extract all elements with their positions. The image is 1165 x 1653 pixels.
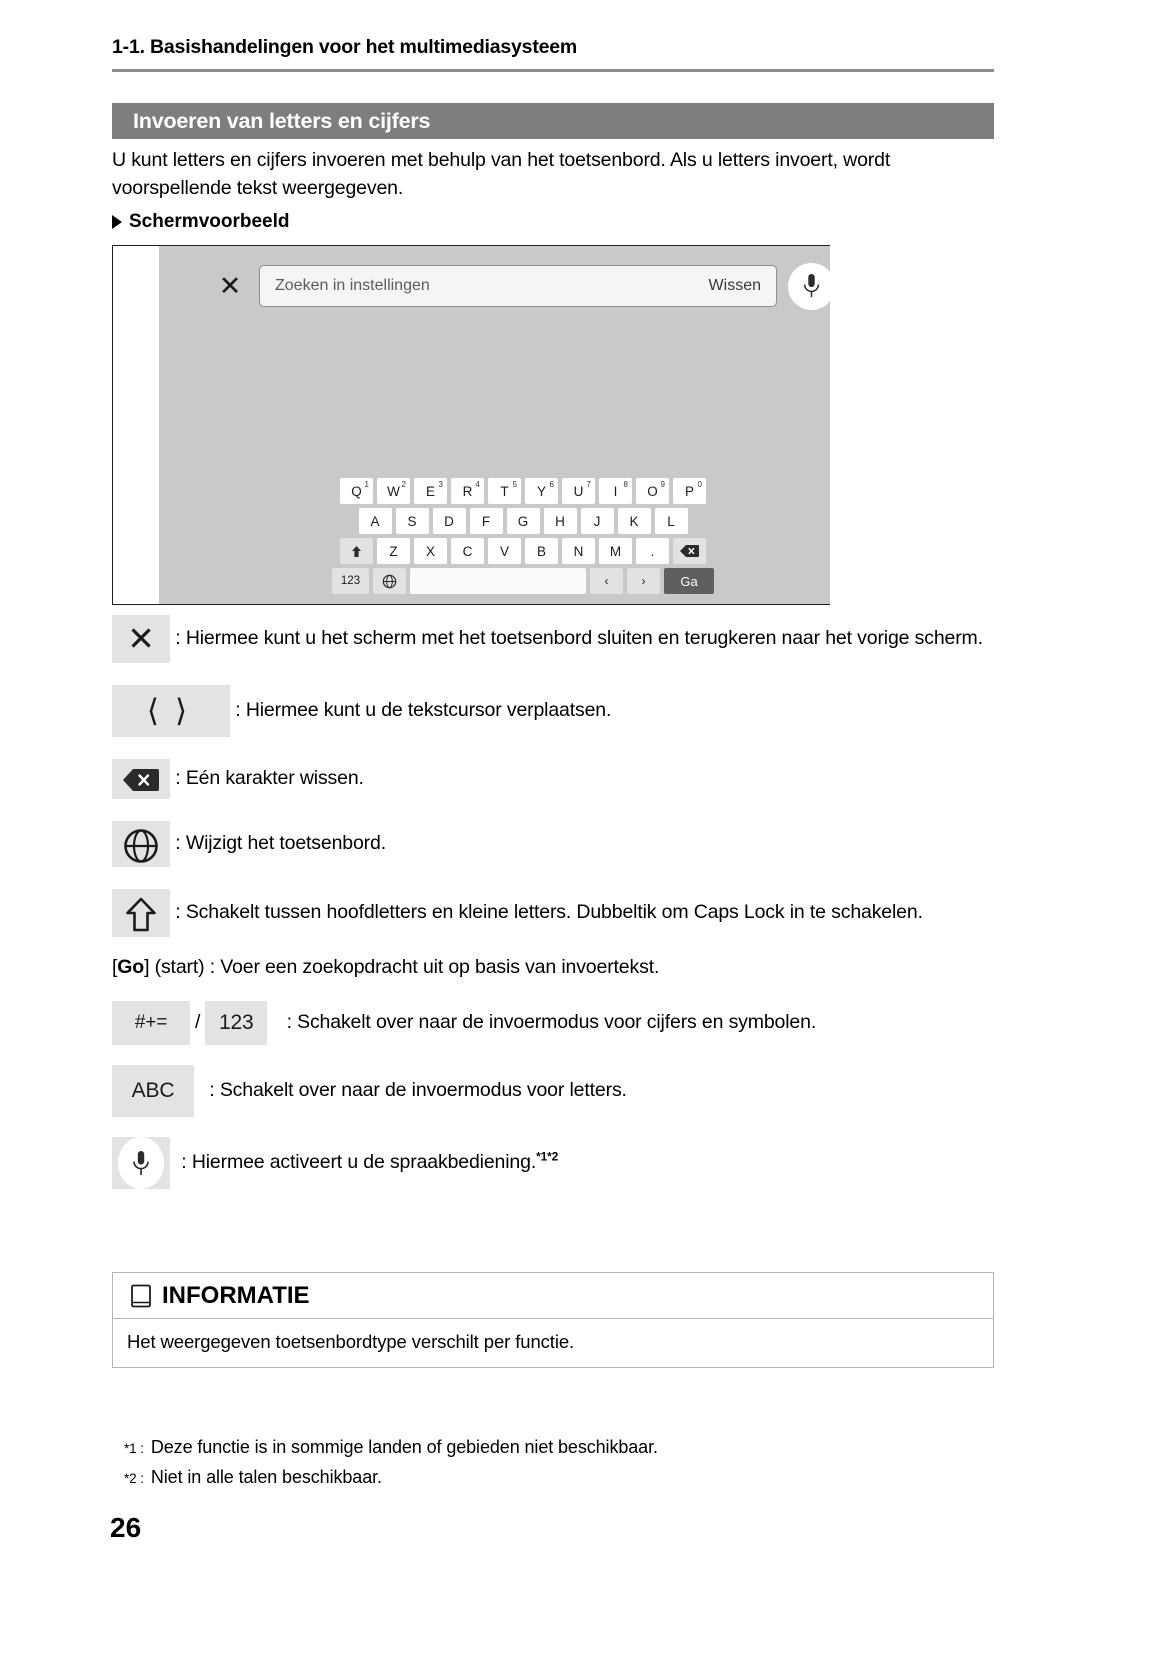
key-l[interactable]: L bbox=[655, 508, 688, 534]
shift-key-icon[interactable] bbox=[340, 538, 373, 564]
cursor-arrows-icon: ⟨⟩ bbox=[112, 685, 230, 737]
legend-item-go bbox=[112, 953, 1002, 981]
numbers-mode-key: 123 bbox=[205, 1001, 267, 1045]
key-superscript: 1 bbox=[364, 480, 369, 489]
microphone-icon[interactable] bbox=[788, 263, 835, 310]
key-h[interactable]: H bbox=[544, 508, 577, 534]
key-superscript: 5 bbox=[512, 480, 517, 489]
keyboard-row-2 bbox=[325, 508, 721, 534]
key-period[interactable]: . bbox=[636, 538, 669, 564]
close-x-icon[interactable]: ✕ bbox=[218, 270, 242, 301]
microphone-icon bbox=[112, 1137, 170, 1189]
key-j[interactable]: J bbox=[581, 508, 614, 534]
microphone-glyph bbox=[118, 1137, 164, 1189]
key-r[interactable] bbox=[451, 478, 484, 504]
cursor-left-key[interactable]: ‹ bbox=[590, 568, 623, 594]
backspace-icon bbox=[112, 759, 170, 799]
legend-item-backspace bbox=[112, 759, 1002, 799]
screen-example-canvas bbox=[159, 246, 830, 604]
page-number: 26 bbox=[110, 1512, 142, 1543]
go-key[interactable]: Ga bbox=[664, 568, 714, 594]
close-x-icon: ✕ bbox=[112, 615, 170, 663]
keyboard-row-4 bbox=[325, 568, 721, 594]
cursor-right-key[interactable]: › bbox=[627, 568, 660, 594]
search-bar-row bbox=[215, 262, 835, 310]
key-label: E bbox=[425, 483, 435, 499]
footnote-item bbox=[124, 1437, 984, 1458]
symbols-mode-key: #+= bbox=[112, 1001, 190, 1045]
legend-item-globe bbox=[112, 821, 1002, 867]
backspace-key-icon[interactable] bbox=[673, 538, 706, 564]
footnote-mark: *2 : bbox=[124, 1471, 144, 1486]
key-label: I bbox=[613, 483, 618, 499]
legend-item-text: : Schakelt tussen hoofdletters en kleine letters. Dubbeltik om Caps Lock in te schakelen. bbox=[175, 901, 923, 924]
header-rule bbox=[112, 69, 994, 72]
section-banner-title: Invoeren van letters en cijfers bbox=[133, 108, 431, 133]
legend-item-shift bbox=[112, 889, 1002, 937]
key-superscript: 7 bbox=[586, 480, 591, 489]
information-header bbox=[113, 1273, 993, 1319]
search-placeholder: Zoeken in instellingen bbox=[275, 277, 430, 294]
legend-item-microphone bbox=[112, 1137, 1002, 1189]
key-n[interactable]: N bbox=[562, 538, 595, 564]
subheading bbox=[112, 211, 290, 233]
footnote-item bbox=[124, 1467, 984, 1488]
legend-item-text: : Hiermee kunt u de tekstcursor verplaatsen. bbox=[235, 699, 612, 722]
key-y[interactable] bbox=[525, 478, 558, 504]
legend-item-text: : Wijzigt het toetsenbord. bbox=[175, 832, 386, 855]
information-body: Het weergegeven toetsenbordtype verschilt per functie. bbox=[127, 1331, 575, 1352]
key-superscript: 0 bbox=[697, 480, 702, 489]
legend-item-text: : Eén karakter wissen. bbox=[175, 767, 364, 790]
globe-key-icon[interactable] bbox=[373, 568, 406, 594]
key-superscript: 8 bbox=[623, 480, 628, 489]
legend-item-cursor-arrows bbox=[112, 685, 1002, 737]
key-e[interactable] bbox=[414, 478, 447, 504]
key-superscript: 6 bbox=[549, 480, 554, 489]
on-screen-keyboard[interactable] bbox=[325, 478, 721, 598]
key-label: T bbox=[500, 483, 509, 499]
key-f[interactable]: F bbox=[470, 508, 503, 534]
key-q[interactable] bbox=[340, 478, 373, 504]
legend-item-symbols bbox=[112, 1001, 1002, 1045]
legend-item-abc bbox=[112, 1065, 1002, 1117]
running-head: 1-1. Basishandelingen voor het multimediasysteem bbox=[112, 36, 578, 58]
key-c[interactable]: C bbox=[451, 538, 484, 564]
legend-item-text: : Schakelt over naar de invoermodus voor letters. bbox=[209, 1079, 627, 1102]
information-box bbox=[112, 1272, 994, 1368]
legend-item-text: : Schakelt over naar de invoermodus voor cijfers en symbolen. bbox=[286, 1011, 817, 1034]
key-label: Y bbox=[536, 483, 546, 499]
key-o[interactable] bbox=[636, 478, 669, 504]
key-g[interactable]: G bbox=[507, 508, 540, 534]
key-a[interactable]: A bbox=[359, 508, 392, 534]
key-superscript: 4 bbox=[475, 480, 480, 489]
abc-mode-key: ABC bbox=[112, 1065, 194, 1117]
footnote-mark: *1 : bbox=[124, 1441, 144, 1456]
intro-paragraph: U kunt letters en cijfers invoeren met behulp van het toetsenbord. Als u letters invoert, wordt voorspellende tekst weergegeven. bbox=[112, 149, 891, 199]
key-u[interactable] bbox=[562, 478, 595, 504]
footnotes bbox=[124, 1437, 984, 1497]
key-label: P bbox=[684, 483, 694, 499]
go-bracket-close: ] bbox=[144, 956, 150, 978]
key-label: U bbox=[573, 483, 584, 499]
key-z[interactable]: Z bbox=[377, 538, 410, 564]
triangle-bullet-icon bbox=[112, 215, 122, 229]
footnote-text: Deze functie is in sommige landen of gebieden niet beschikbaar. bbox=[150, 1437, 658, 1457]
key-superscript: 2 bbox=[401, 480, 406, 489]
footnote-reference: *1*2 bbox=[536, 1149, 559, 1164]
subheading-label: Schermvoorbeeld bbox=[129, 211, 290, 232]
legend-item-text: : Hiermee kunt u het scherm met het toetsenbord sluiten en terugkeren naar het vorige scherm. bbox=[175, 627, 983, 650]
key-label: O bbox=[647, 483, 658, 499]
key-label: R bbox=[462, 483, 473, 499]
section-banner bbox=[112, 103, 994, 139]
key-d[interactable]: D bbox=[433, 508, 466, 534]
key-t[interactable] bbox=[488, 478, 521, 504]
numbers-mode-key[interactable]: 123 bbox=[332, 568, 369, 594]
key-label: W bbox=[387, 483, 400, 499]
space-key[interactable] bbox=[410, 568, 586, 594]
globe-icon bbox=[112, 821, 170, 867]
key-p[interactable] bbox=[673, 478, 706, 504]
legend-list bbox=[112, 615, 1002, 1199]
go-bracket-open: [ bbox=[112, 956, 118, 978]
search-clear-button[interactable]: Wissen bbox=[708, 277, 761, 294]
book-icon bbox=[131, 1284, 151, 1308]
key-v[interactable]: V bbox=[488, 538, 521, 564]
key-k[interactable]: K bbox=[618, 508, 651, 534]
key-label: Q bbox=[351, 483, 362, 499]
search-input[interactable] bbox=[259, 265, 777, 307]
information-title: INFORMATIE bbox=[162, 1281, 310, 1309]
go-rest-text: (start) : Voer een zoekopdracht uit op basis van invoertekst. bbox=[149, 956, 660, 978]
key-m[interactable]: M bbox=[599, 538, 632, 564]
legend-item-close bbox=[112, 615, 1002, 663]
keyboard-row-1 bbox=[325, 478, 721, 504]
key-w[interactable] bbox=[377, 478, 410, 504]
key-b[interactable]: B bbox=[525, 538, 558, 564]
shift-up-arrow-icon bbox=[112, 889, 170, 937]
go-bold-label: Go bbox=[117, 956, 145, 978]
legend-item-text: : Hiermee activeert u de spraakbediening. bbox=[181, 1151, 537, 1174]
key-superscript: 3 bbox=[438, 480, 443, 489]
key-i[interactable] bbox=[599, 478, 632, 504]
footnote-text: Niet in alle talen beschikbaar. bbox=[150, 1467, 382, 1487]
key-x[interactable]: X bbox=[414, 538, 447, 564]
keyboard-row-3 bbox=[325, 538, 721, 564]
key-superscript: 9 bbox=[660, 480, 665, 489]
screen-example-figure bbox=[112, 245, 830, 605]
key-s[interactable]: S bbox=[396, 508, 429, 534]
key-separator: / bbox=[195, 1011, 201, 1034]
